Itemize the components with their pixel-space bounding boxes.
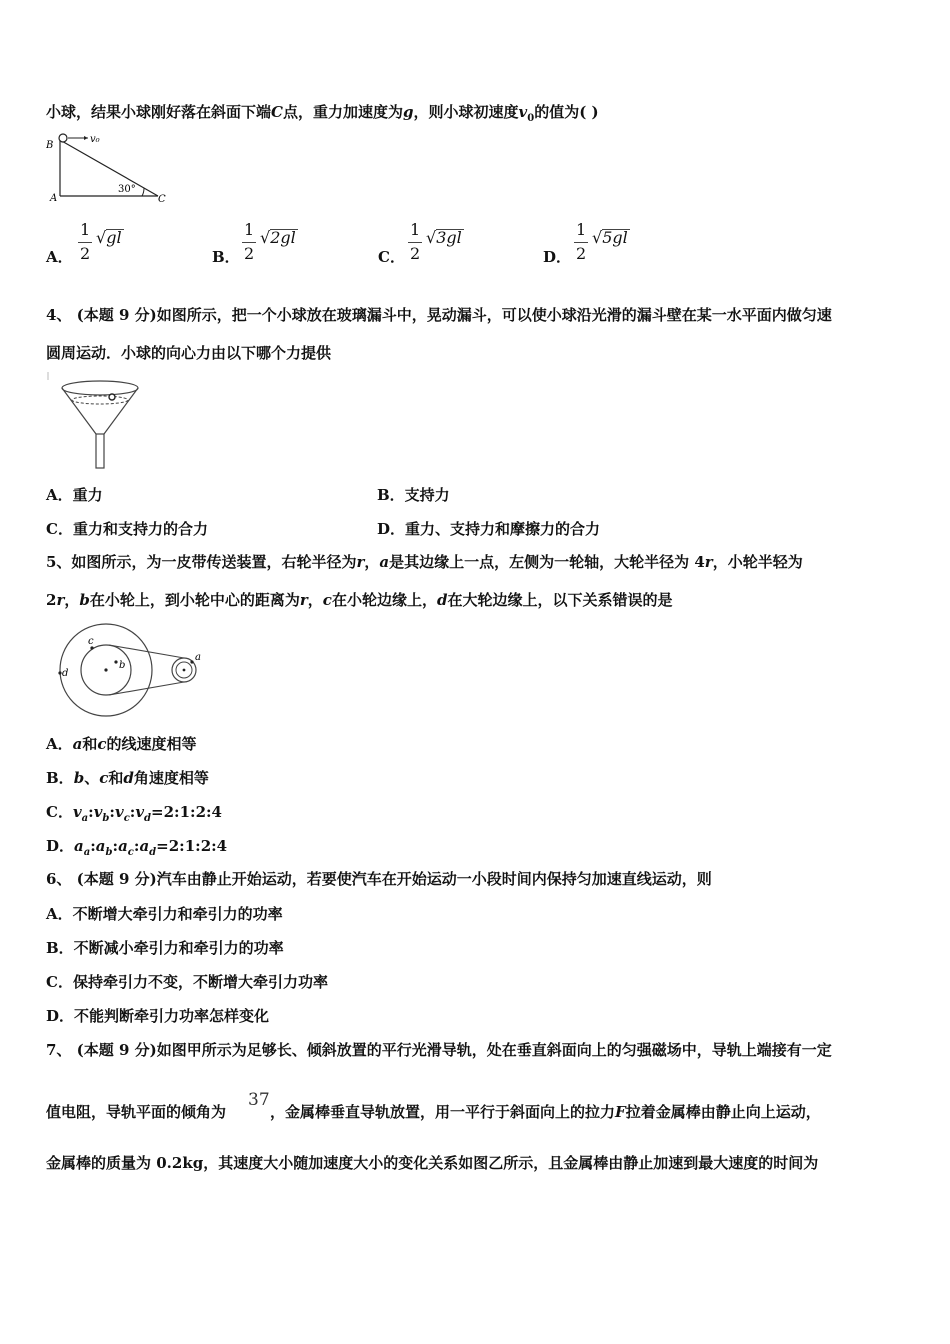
angle-label: 30° [118, 184, 136, 195]
label-b: b [119, 660, 126, 671]
q5-option-d[interactable]: D．$a_a:a_b:a_c:a_d=2:1:2:4$ [46, 837, 228, 858]
label-d: d [62, 668, 69, 679]
label-A: A [50, 193, 58, 204]
q4-stem-line2: 圆周运动．小球的向心力由以下哪个力提供 [46, 344, 332, 362]
q4-option-d[interactable]: D．重力、支持力和摩擦力的合力 [377, 520, 601, 538]
q5-option-c[interactable]: C．$v_a:v_b:v_c:v_d=2:1:2:4$ [46, 803, 222, 824]
label-v0: v₀ [90, 134, 100, 145]
belt-pulley-figure [52, 618, 208, 728]
q6-option-d[interactable]: D．不能判断牵引力功率怎样变化 [46, 1007, 270, 1025]
q5-option-a[interactable]: A．a和c的线速度相等 [46, 735, 197, 753]
label-a: a [195, 652, 201, 663]
q7-stem-line1: 7、 (本题 9 分)如图甲所示为足够长、倾斜放置的平行光滑导轨，处在垂直斜面向上的匀强磁场中，导轨上端接有一定 [46, 1041, 832, 1059]
incline-figure [46, 132, 176, 208]
q3-stem: 小球，结果小球刚好落在斜面下端C点，重力加速度为g，则小球初速度$v_0$的值为( ) [46, 103, 599, 124]
label-C: C [158, 194, 166, 205]
q5-option-b[interactable]: B．b、c和d角速度相等 [46, 769, 209, 787]
q5-stem-line1: 5、如图所示，为一皮带传送装置，右轮半径为r，a是其边缘上一点，左侧为一轮轴，大轮半径为 4r，小轮半轻为 [46, 553, 803, 571]
label-B: B [46, 140, 54, 151]
q7-stem-line3: 金属棒的质量为 0.2kg，其速度大小随加速度大小的变化关系如图乙所示，且金属棒由静止加速到最大速度的时间为 [46, 1154, 819, 1172]
funnel-figure [44, 368, 144, 472]
q4-stem-line1: 4、 (本题 9 分)如图所示，把一个小球放在玻璃漏斗中，晃动漏斗，可以使小球沿光滑的漏斗壁在某一水平面内做匀速 [46, 306, 832, 324]
q6-stem: 6、 (本题 9 分)汽车由静止开始运动，若要使汽车在开始运动一小段时间内保持匀加速直线运动，则 [46, 870, 712, 888]
q5-stem-line2: 2r，b在小轮上，到小轮中心的距离为r，c在小轮边缘上，d在大轮边缘上，以下关系错误的是 [46, 591, 673, 609]
label-c: c [88, 636, 94, 647]
angle-37: 37 [248, 1090, 270, 1110]
ball-icon [59, 134, 67, 142]
q4-option-b[interactable]: B．支持力 [377, 486, 450, 504]
ball-icon [109, 394, 115, 400]
q4-option-c[interactable]: C．重力和支持力的合力 [46, 520, 208, 538]
q7-stem-line2: 值电阻，导轨平面的倾角为 ，金属棒垂直导轨放置，用一平行于斜面向上的拉力F拉着金属棒由静止向上运动， [46, 1103, 821, 1121]
q6-option-a[interactable]: A．不断增大牵引力和牵引力的功率 [46, 905, 283, 923]
q6-option-b[interactable]: B．不断减小牵引力和牵引力的功率 [46, 939, 284, 957]
q4-option-a[interactable]: A．重力 [46, 486, 103, 504]
q6-option-c[interactable]: C．保持牵引力不变，不断增大牵引力功率 [46, 973, 328, 991]
